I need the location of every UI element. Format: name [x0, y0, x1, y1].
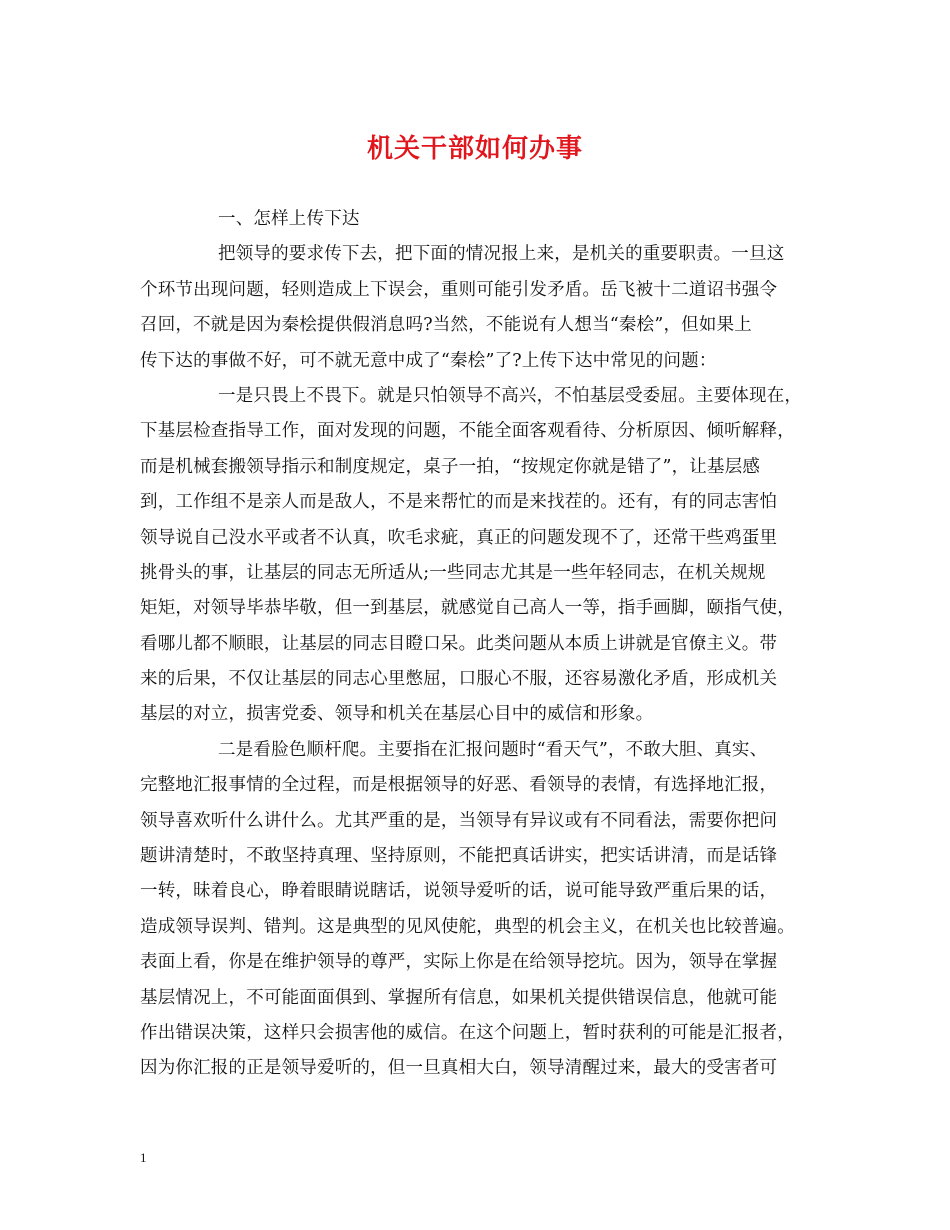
body-line: 表面上看，你是在维护领导的尊严，实际上你是在给领导挖坑。因为，领导在掌握 [140, 952, 778, 973]
body-line: 因为你汇报的正是领导爱听的，但一旦真相大白，领导清醒过来，最大的受害者可 [140, 1058, 778, 1079]
body-line: 作出错误决策，这样只会损害他的威信。在这个问题上，暂时获利的可能是汇报者， [140, 1022, 795, 1043]
body-line: 领导说自己没水平或者不认真，吹毛求疵，真正的问题发现不了，还常干些鸡蛋里 [140, 527, 778, 548]
body-line: 把领导的要求传下去，把下面的情况报上来，是机关的重要职责。一旦这 [218, 244, 785, 265]
body-line: 二是看脸色顺杆爬。主要指在汇报问题时“看天气”，不敢大胆、真实、 [218, 739, 768, 760]
body-line: 挑骨头的事，让基层的同志无所适从;一些同志尤其是一些年轻同志，在机关规规 [140, 562, 766, 583]
body-line: 完整地汇报事情的全过程，而是根据领导的好恶、看领导的表情，有选择地汇报， [140, 775, 778, 796]
page-number: 1 [140, 1150, 147, 1165]
body-line: 矩矩，对领导毕恭毕敬，但一到基层，就感觉自己高人一等，指手画脚，颐指气使， [140, 598, 795, 619]
body-line: 基层的对立，损害党委、领导和机关在基层心目中的威信和形象。 [140, 704, 654, 725]
section-heading: 一、怎样上传下达 [218, 209, 360, 229]
body-line: 基层情况上，不可能面面俱到、掌握所有信息，如果机关提供错误信息，他就可能 [140, 987, 778, 1008]
document-title: 机关干部如何办事 [366, 134, 583, 164]
body-line: 下基层检查指导工作，面对发现的问题，不能全面客观看待、分析原因、倾听解释， [140, 421, 795, 442]
body-line: 而是机械套搬领导指示和制度规定，桌子一拍，“按规定你就是错了”，让基层感 [140, 456, 761, 477]
body-line: 一是只畏上不畏下。就是只怕领导不高兴，不怕基层受委屈。主要体现在， [218, 385, 803, 406]
document-body [140, 202, 820, 1087]
body-line: 领导喜欢听什么讲什么。尤其严重的是，当领导有异议或有不同看法，需要你把问 [140, 810, 778, 831]
body-line: 看哪儿都不顺眼，让基层的同志目瞪口呆。此类问题从本质上讲就是官僚主义。带 [140, 633, 778, 654]
body-line: 一转，昧着良心，睁着眼睛说瞎话，说领导爱听的话，说可能导致严重后果的话， [140, 881, 778, 902]
body-line: 传下达的事做不好，可不就无意中成了“秦桧”了?上传下达中常见的问题： [140, 350, 717, 371]
body-line: 来的后果，不仅让基层的同志心里憋屈，口服心不服，还容易激化矛盾，形成机关 [140, 669, 778, 690]
body-line: 个环节出现问题，轻则造成上下误会，重则可能引发矛盾。岳飞被十二道诏书强令 [140, 279, 778, 300]
body-line: 题讲清楚时，不敢坚持真理、坚持原则，不能把真话讲实，把实话讲清，而是话锋 [140, 846, 778, 867]
body-line: 造成领导误判、错判。这是典型的见风使舵，典型的机会主义，在机关也比较普遍。 [140, 916, 795, 937]
body-line: 召回，不就是因为秦桧提供假消息吗?当然，不能说有人想当“秦桧”，但如果上 [140, 315, 752, 336]
body-line: 到，工作组不是亲人而是敌人，不是来帮忙的而是来找茬的。还有，有的同志害怕 [140, 492, 778, 513]
